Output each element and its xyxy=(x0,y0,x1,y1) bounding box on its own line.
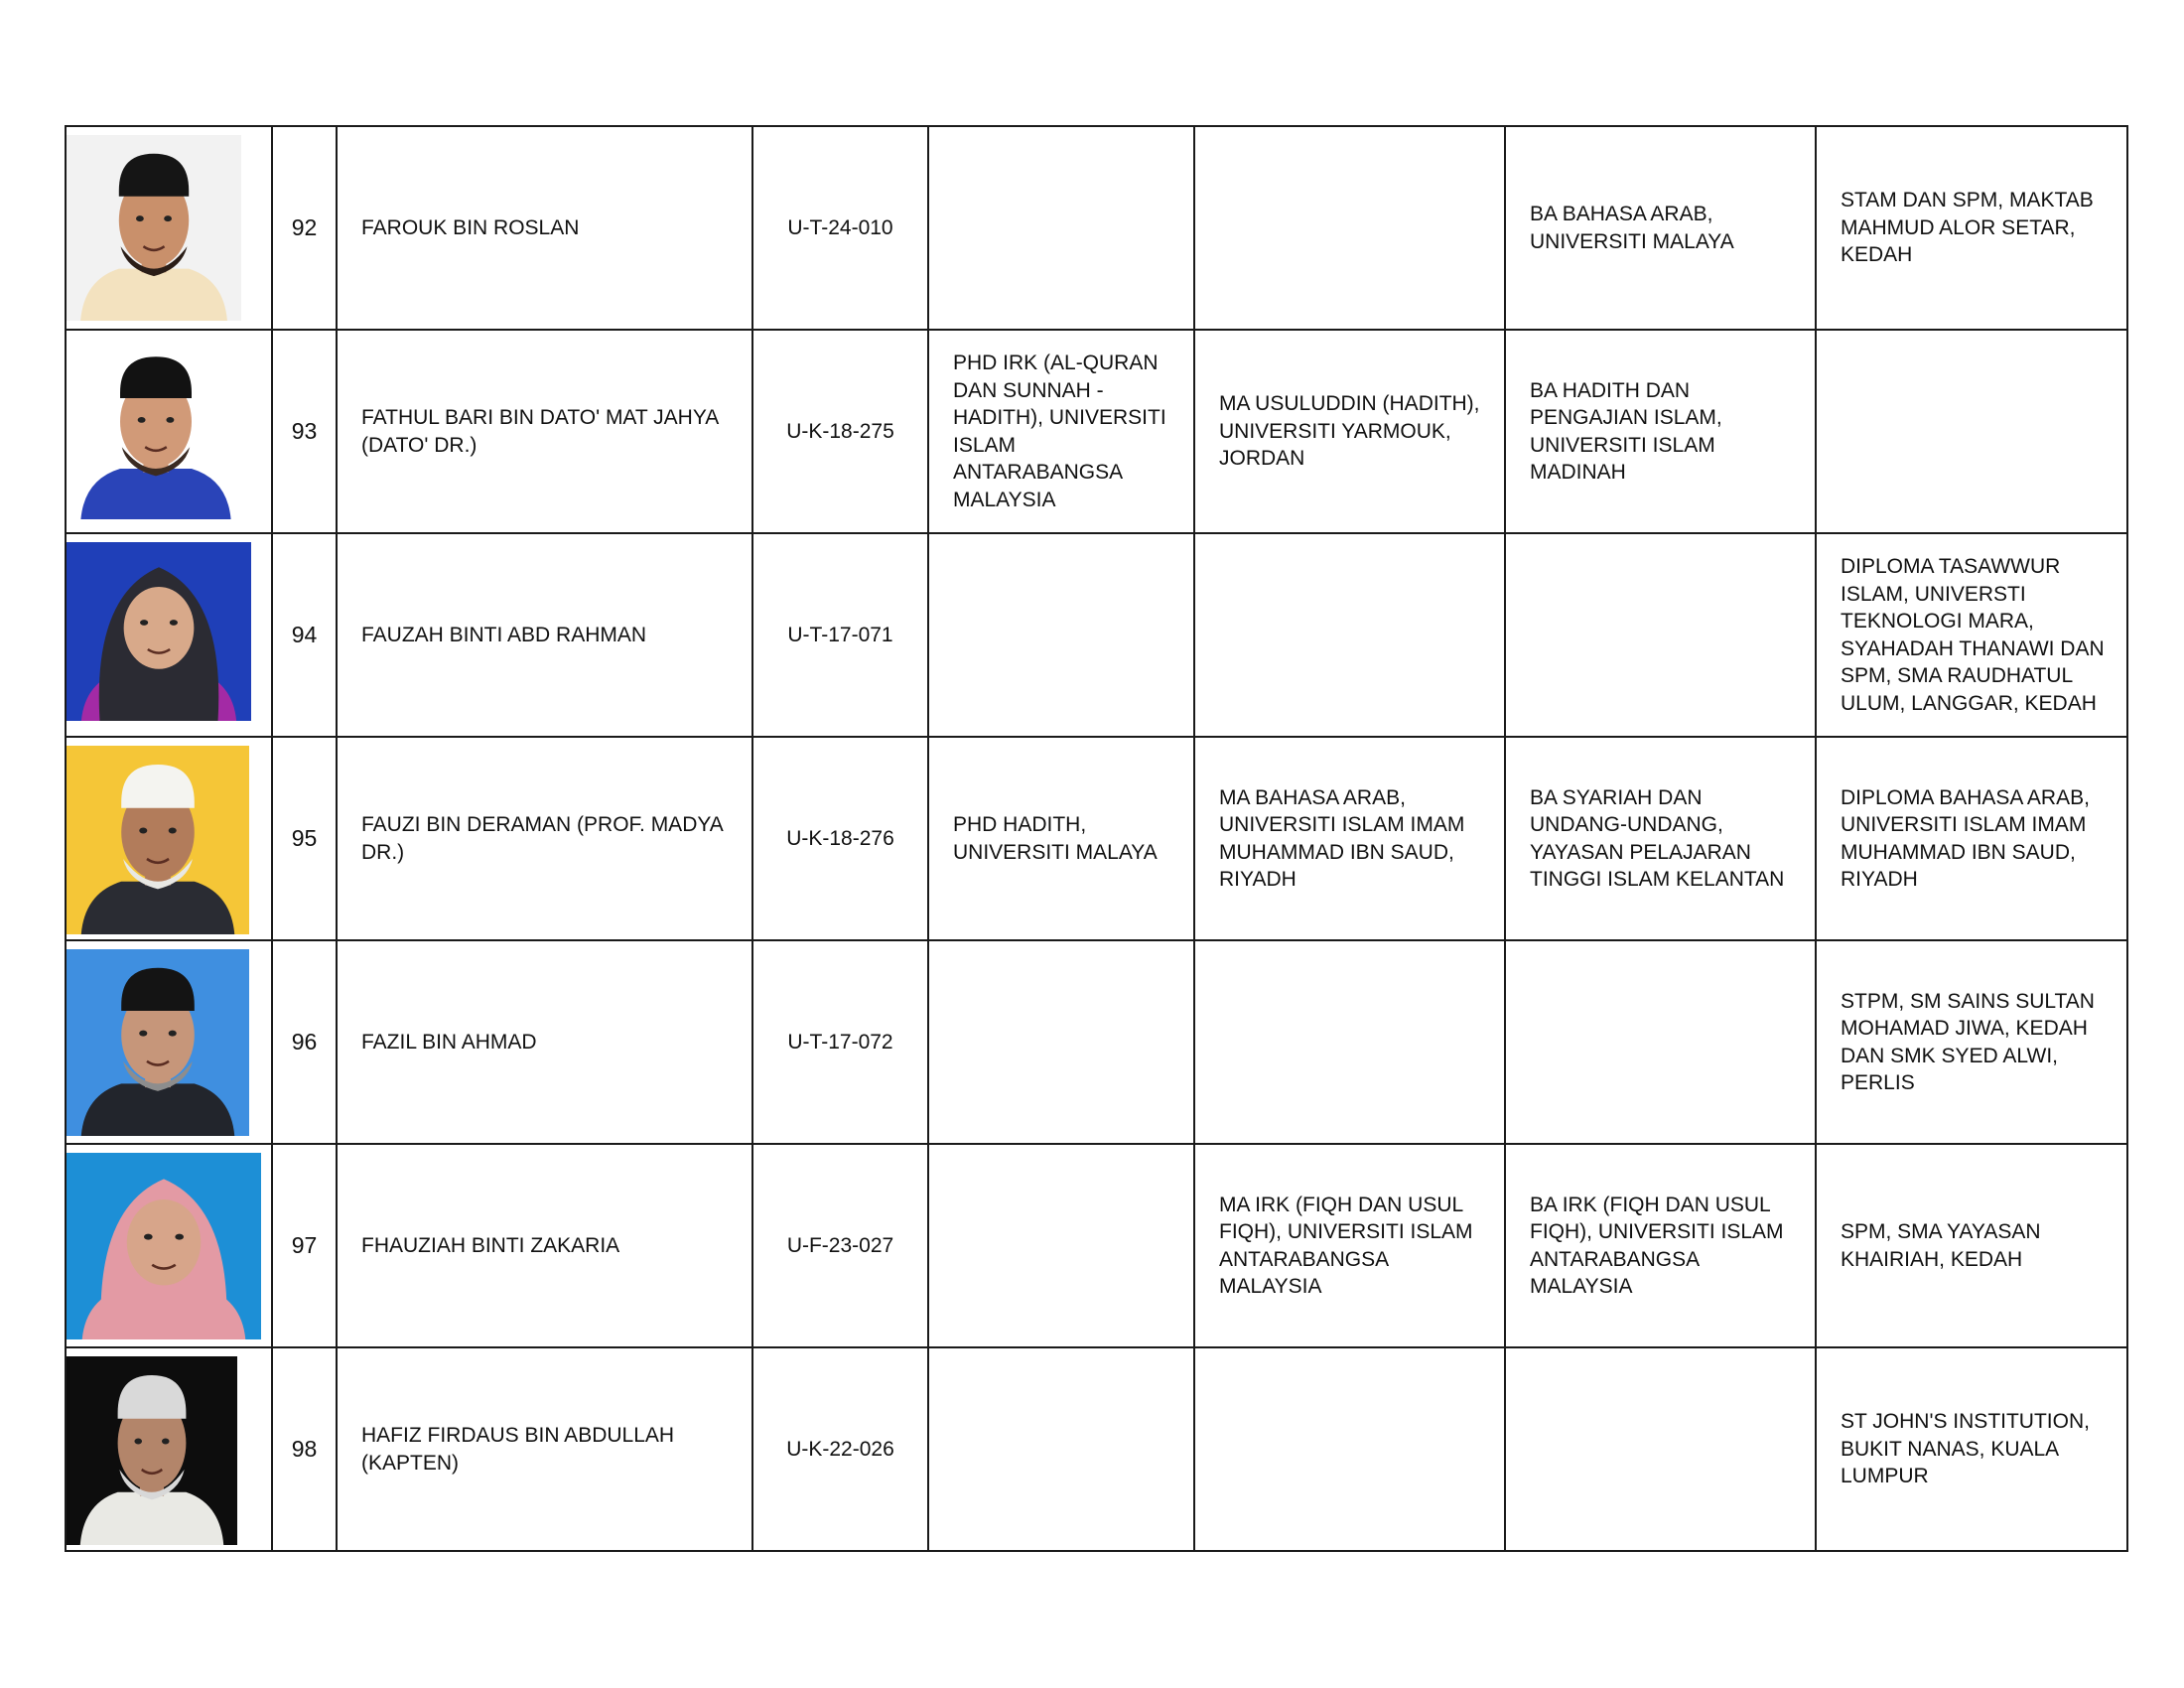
phd-qualification xyxy=(928,1144,1194,1347)
table-row xyxy=(66,940,2127,1144)
table-row xyxy=(66,533,2127,737)
reference-code: U-T-17-072 xyxy=(752,940,928,1144)
photo-cell xyxy=(66,737,272,940)
portrait-photo xyxy=(67,746,249,934)
portrait-photo xyxy=(67,1153,261,1339)
table-row xyxy=(66,126,2127,330)
photo-cell xyxy=(66,330,272,533)
reference-code: U-F-23-027 xyxy=(752,1144,928,1347)
other-qualification: DIPLOMA BAHASA ARAB, UNIVERSITI ISLAM IMAM MUHAMMAD IBN SAUD, RIYADH xyxy=(1816,737,2127,940)
person-name: FAUZAH BINTI ABD RAHMAN xyxy=(337,533,752,737)
bachelor-qualification xyxy=(1505,1347,1816,1551)
photo-cell xyxy=(66,533,272,737)
phd-qualification xyxy=(928,940,1194,1144)
other-qualification: SPM, SMA YAYASAN KHAIRIAH, KEDAH xyxy=(1816,1144,2127,1347)
other-qualification: DIPLOMA TASAWWUR ISLAM, UNIVERSTI TEKNOLOGI MARA, SYAHADAH THANAWI DAN SPM, SMA RAUDHATUL ULUM, LANGGAR, KEDAH xyxy=(1816,533,2127,737)
reference-code: U-T-17-071 xyxy=(752,533,928,737)
bachelor-qualification: BA HADITH DAN PENGAJIAN ISLAM, UNIVERSITI ISLAM MADINAH xyxy=(1505,330,1816,533)
photo-cell xyxy=(66,126,272,330)
portrait-photo xyxy=(67,1356,237,1545)
master-qualification xyxy=(1194,126,1505,330)
person-name: FAROUK BIN ROSLAN xyxy=(337,126,752,330)
row-number: 97 xyxy=(272,1144,337,1347)
photo-cell xyxy=(66,1347,272,1551)
other-qualification: ST JOHN'S INSTITUTION, BUKIT NANAS, KUALA LUMPUR xyxy=(1816,1347,2127,1551)
other-qualification xyxy=(1816,330,2127,533)
phd-qualification: PHD HADITH, UNIVERSITI MALAYA xyxy=(928,737,1194,940)
row-number: 93 xyxy=(272,330,337,533)
row-number: 94 xyxy=(272,533,337,737)
master-qualification: MA IRK (FIQH DAN USUL FIQH), UNIVERSITI ISLAM ANTARABANGSA MALAYSIA xyxy=(1194,1144,1505,1347)
photo-cell xyxy=(66,1144,272,1347)
table-row xyxy=(66,330,2127,533)
phd-qualification xyxy=(928,126,1194,330)
portrait-photo xyxy=(67,135,241,321)
portrait-photo xyxy=(67,542,251,721)
scholar-table xyxy=(65,125,2128,1552)
bachelor-qualification: BA SYARIAH DAN UNDANG-UNDANG, YAYASAN PELAJARAN TINGGI ISLAM KELANTAN xyxy=(1505,737,1816,940)
master-qualification: MA USULUDDIN (HADITH), UNIVERSITI YARMOUK, JORDAN xyxy=(1194,330,1505,533)
row-number: 96 xyxy=(272,940,337,1144)
reference-code: U-T-24-010 xyxy=(752,126,928,330)
person-name: FAZIL BIN AHMAD xyxy=(337,940,752,1144)
phd-qualification xyxy=(928,1347,1194,1551)
reference-code: U-K-18-276 xyxy=(752,737,928,940)
table-row xyxy=(66,1144,2127,1347)
master-qualification: MA BAHASA ARAB, UNIVERSITI ISLAM IMAM MUHAMMAD IBN SAUD, RIYADH xyxy=(1194,737,1505,940)
master-qualification xyxy=(1194,1347,1505,1551)
master-qualification xyxy=(1194,533,1505,737)
master-qualification xyxy=(1194,940,1505,1144)
person-name: FHAUZIAH BINTI ZAKARIA xyxy=(337,1144,752,1347)
table-row xyxy=(66,737,2127,940)
other-qualification: STPM, SM SAINS SULTAN MOHAMAD JIWA, KEDAH DAN SMK SYED ALWI, PERLIS xyxy=(1816,940,2127,1144)
table-row xyxy=(66,1347,2127,1551)
other-qualification: STAM DAN SPM, MAKTAB MAHMUD ALOR SETAR, KEDAH xyxy=(1816,126,2127,330)
phd-qualification: PHD IRK (AL-QURAN DAN SUNNAH - HADITH), UNIVERSITI ISLAM ANTARABANGSA MALAYSIA xyxy=(928,330,1194,533)
reference-code: U-K-18-275 xyxy=(752,330,928,533)
person-name: FATHUL BARI BIN DATO' MAT JAHYA (DATO' DR.) xyxy=(337,330,752,533)
portrait-photo xyxy=(67,949,249,1136)
reference-code: U-K-22-026 xyxy=(752,1347,928,1551)
person-name: FAUZI BIN DERAMAN (PROF. MADYA DR.) xyxy=(337,737,752,940)
bachelor-qualification: BA IRK (FIQH DAN USUL FIQH), UNIVERSITI ISLAM ANTARABANGSA MALAYSIA xyxy=(1505,1144,1816,1347)
phd-qualification xyxy=(928,533,1194,737)
row-number: 95 xyxy=(272,737,337,940)
photo-cell xyxy=(66,940,272,1144)
row-number: 92 xyxy=(272,126,337,330)
row-number: 98 xyxy=(272,1347,337,1551)
bachelor-qualification xyxy=(1505,533,1816,737)
person-name: HAFIZ FIRDAUS BIN ABDULLAH (KAPTEN) xyxy=(337,1347,752,1551)
bachelor-qualification xyxy=(1505,940,1816,1144)
bachelor-qualification: BA BAHASA ARAB, UNIVERSITI MALAYA xyxy=(1505,126,1816,330)
portrait-photo xyxy=(67,339,245,519)
